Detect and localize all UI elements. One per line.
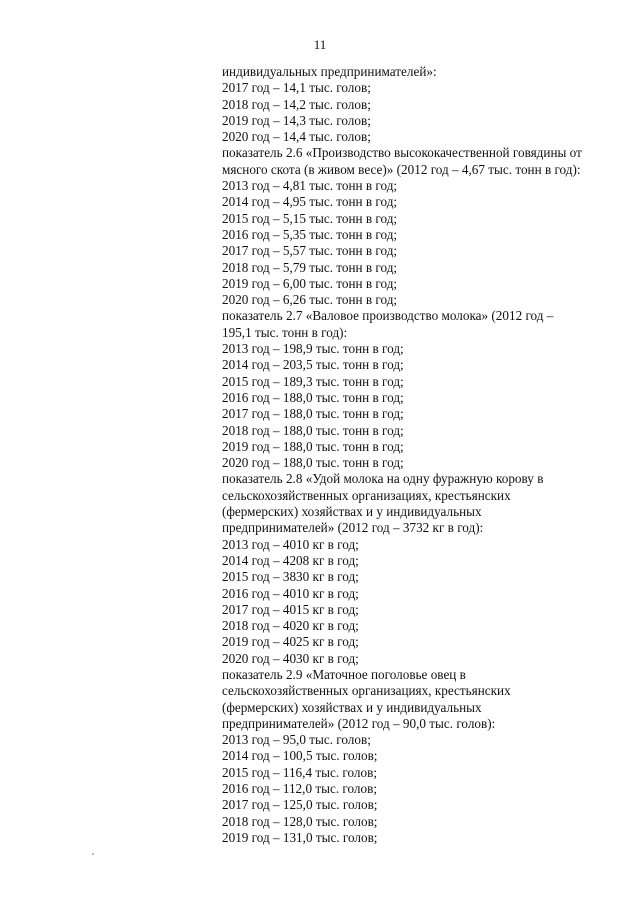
text-line: 2018 год – 14,2 тыс. голов;	[222, 96, 371, 112]
text-line: 195,1 тыс. тонн в год):	[222, 324, 348, 340]
text-line: (фермерских) хозяйствах и у индивидуальных	[222, 504, 482, 520]
text-line: 2015 год – 5,15 тыс. тонн в год;	[222, 210, 398, 226]
text-line: 2018 год – 5,79 тыс. тонн в год;	[222, 259, 398, 275]
text-line: 2019 год – 14,3 тыс. голов;	[222, 112, 371, 128]
text-line: 2014 год – 4208 кг в год;	[222, 552, 359, 568]
scan-speck	[92, 853, 94, 855]
text-line: 2015 год – 116,4 тыс. голов;	[222, 764, 377, 780]
text-line: 2013 год – 95,0 тыс. голов;	[222, 732, 371, 748]
text-line: (фермерских) хозяйствах и у индивидуальных	[222, 699, 482, 715]
text-line: 2017 год – 188,0 тыс. тонн в год;	[222, 406, 404, 422]
text-line: показатель 2.7 «Валовое производство молока» (2012 год –	[222, 308, 554, 324]
text-line: 2015 год – 3830 кг в год;	[222, 569, 359, 585]
text-line: 2016 год – 112,0 тыс. голов;	[222, 781, 377, 797]
text-line: 2019 год – 131,0 тыс. голов;	[222, 829, 378, 845]
text-line: сельскохозяйственных организациях, крестьянских	[222, 487, 511, 503]
text-line: 2019 год – 6,00 тыс. тонн в год;	[222, 275, 398, 291]
text-line: 2017 год – 4015 кг в год;	[222, 601, 359, 617]
text-line: показатель 2.9 «Маточное поголовье овец в	[222, 666, 466, 682]
text-line: 2014 год – 100,5 тыс. голов;	[222, 748, 378, 764]
text-line: 2020 год – 188,0 тыс. тонн в год;	[222, 455, 404, 471]
text-line: 2015 год – 189,3 тыс. тонн в год;	[222, 373, 404, 389]
text-line: 2019 год – 4025 кг в год;	[222, 634, 359, 650]
text-line: 2019 год – 188,0 тыс. тонн в год;	[222, 438, 404, 454]
document-body	[222, 64, 592, 846]
text-line: 2018 год – 188,0 тыс. тонн в год;	[222, 422, 404, 438]
text-line: 2020 год – 4030 кг в год;	[222, 650, 359, 666]
text-line: 2013 год – 4010 кг в год;	[222, 536, 359, 552]
page-number: 11	[313, 37, 327, 52]
text-line: 2013 год – 4,81 тыс. тонн в год;	[222, 178, 398, 194]
text-line: 2014 год – 203,5 тыс. тонн в год;	[222, 357, 404, 373]
text-line: индивидуальных предпринимателей»:	[222, 64, 437, 79]
text-line: 2020 год – 6,26 тыс. тонн в год;	[222, 292, 398, 308]
text-line: 2013 год – 198,9 тыс. тонн в год;	[222, 341, 404, 357]
text-line: 2014 год – 4,95 тыс. тонн в год;	[222, 194, 398, 210]
text-line: 2017 год – 5,57 тыс. тонн в год;	[222, 243, 398, 259]
text-line: 2016 год – 4010 кг в год;	[222, 585, 359, 601]
text-line: 2016 год – 188,0 тыс. тонн в год;	[222, 389, 404, 405]
text-line: 2016 год – 5,35 тыс. тонн в год;	[222, 226, 398, 242]
text-line: предпринимателей» (2012 год – 90,0 тыс. голов):	[222, 715, 496, 731]
text-line: показатель 2.6 «Производство высококачественной говядины от	[222, 145, 582, 161]
text-line: показатель 2.8 «Удой молока на одну фуражную корову в	[222, 471, 544, 487]
text-line: 2017 год – 125,0 тыс. голов;	[222, 797, 378, 813]
text-line: мясного скота (в живом весе)» (2012 год – 4,67 тыс. тонн в год):	[222, 161, 581, 177]
text-line: 2017 год – 14,1 тыс. голов;	[222, 80, 371, 96]
text-line: 2018 год – 128,0 тыс. голов;	[222, 813, 378, 829]
text-line: сельскохозяйственных организациях, крестьянских	[222, 683, 511, 699]
text-line: 2018 год – 4020 кг в год;	[222, 618, 359, 634]
text-line: 2020 год – 14,4 тыс. голов;	[222, 129, 371, 145]
text-line: предпринимателей» (2012 год – 3732 кг в год):	[222, 520, 484, 536]
